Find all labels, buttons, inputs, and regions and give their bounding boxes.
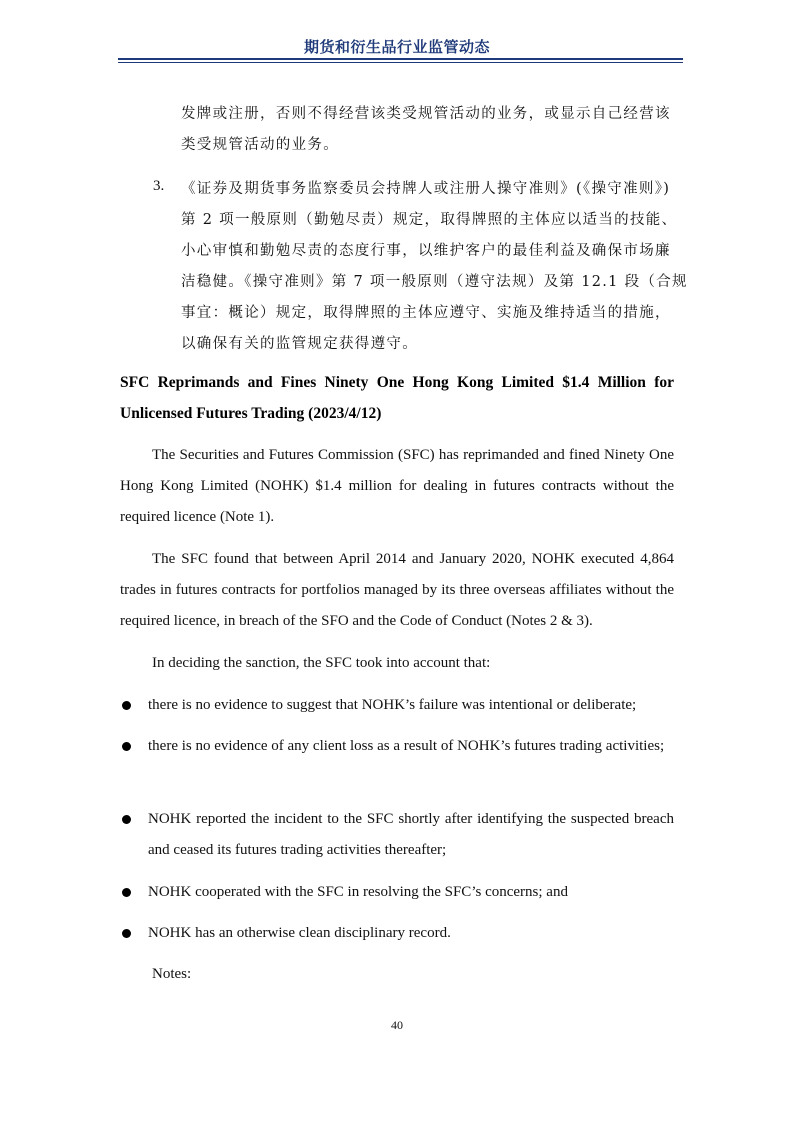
page-number: 40 xyxy=(391,1018,403,1032)
item3-line: 洁稳健。《操守准则》第 7 项一般原则（遵守法规）及第 12.1 段（合规 xyxy=(181,274,688,290)
item3-line: 第 2 项一般原则（勤勉尽责）规定，取得牌照的主体应以适当的技能、 xyxy=(181,212,678,228)
continuation-line: 发牌或注册，否则不得经营该类受规管活动的业务，或显示自己经营该 xyxy=(181,106,671,122)
bullet-marker xyxy=(122,701,131,710)
header-rule xyxy=(118,58,683,60)
bullet-item: NOHK cooperated with the SFC in resolving the SFC’s concerns; and xyxy=(148,884,568,900)
bullet-marker xyxy=(122,742,131,751)
bullet-item: NOHK has an otherwise clean disciplinary record. xyxy=(148,925,451,941)
bullet-marker xyxy=(122,815,131,824)
bullet-item: there is no evidence of any client loss as a result of NOHK’s futures trading activities; xyxy=(148,738,665,754)
bullet-item: NOHK reported the incident to the SFC shortly after identifying the suspected breach and ceased its futures trading activities thereafter; xyxy=(148,811,674,858)
article-paragraph: In deciding the sanction, the SFC took into account that: xyxy=(152,655,491,671)
item3-line: 《证券及期货事务监察委员会持牌人或注册人操守准则》(《操守准则》) xyxy=(181,181,671,197)
article-heading: SFC Reprimands and Fines Ninety One Hong Kong Limited $1.4 Million for Unlicensed Futures Trading (2023/4/12) xyxy=(120,374,674,422)
continuation-line: 类受规管活动的业务。 xyxy=(181,137,339,153)
item3-line: 事宜：概论）规定，取得牌照的主体应遵守、实施及维持适当的措施， xyxy=(181,305,671,321)
item3-line: 小心审慎和勤勉尽责的态度行事，以维护客户的最佳利益及确保市场廉 xyxy=(181,243,671,259)
header-rule-thin xyxy=(118,62,683,63)
notes-label: Notes: xyxy=(152,966,192,982)
bullet-marker xyxy=(122,888,131,897)
bullet-item: there is no evidence to suggest that NOHK’s failure was intentional or deliberate; xyxy=(148,697,637,713)
running-header-title: 期货和衍生品行业监管动态 xyxy=(303,38,490,56)
list-item-number: 3. xyxy=(153,178,165,194)
bullet-marker xyxy=(122,929,131,938)
item3-line: 以确保有关的监管规定获得遵守。 xyxy=(181,336,418,352)
article-paragraph: The Securities and Futures Commission (SFC) has reprimanded and fined Ninety One Hong Kong Limited (NOHK) $1.4 million for dealing in futures contracts without the required licence (Note 1). xyxy=(120,447,674,525)
article-paragraph: The SFC found that between April 2014 and January 2020, NOHK executed 4,864 trades in futures contracts for portfolios managed by its three overseas affiliates without the required licence, in breach of the SFO and the Code of Conduct (Notes 2 & 3). xyxy=(120,551,674,629)
